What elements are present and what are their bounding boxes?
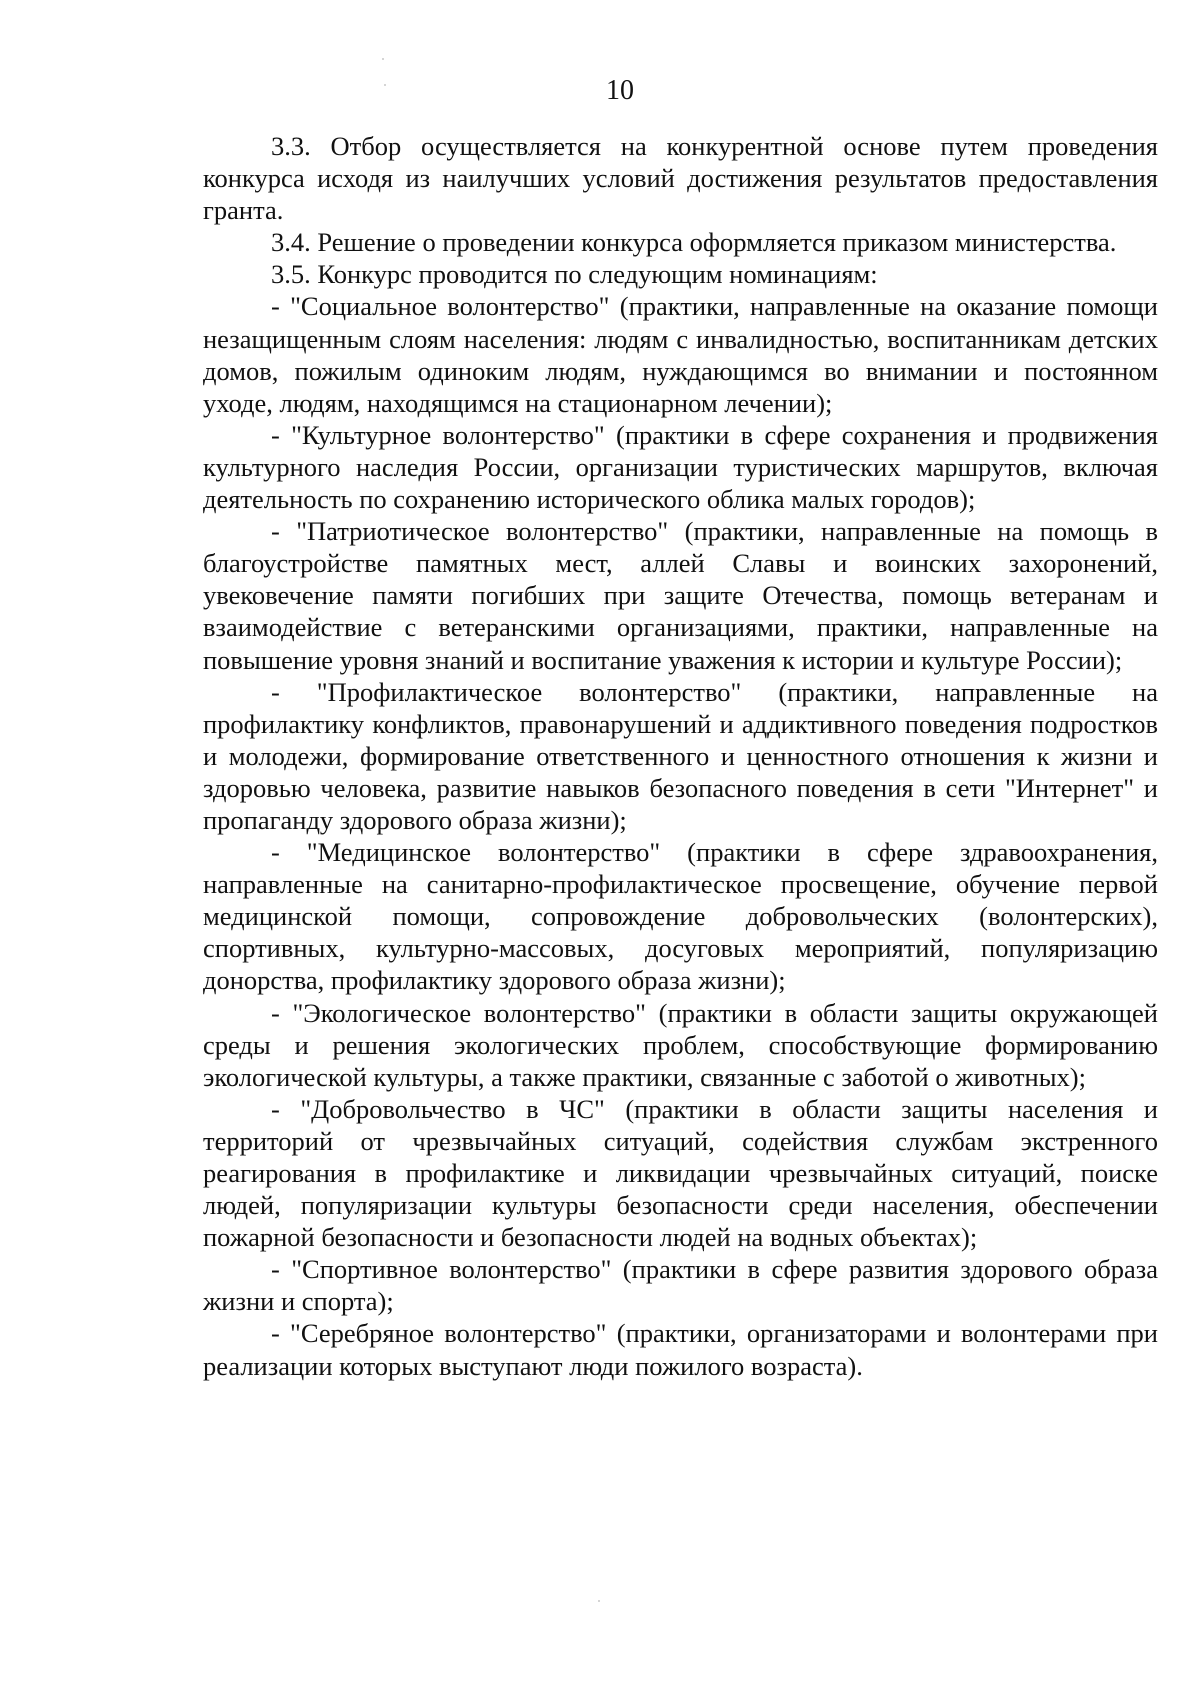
nomination-emergency: - "Добровольчество в ЧС" (практики в области защиты населения и территорий от чрезвычайных ситуаций, содействия службам экстренного реагирования в профилактике и ликвидации чрезвычайных ситуаций, поиске людей, популяризации культуры безопасности среди населения, обеспечении пожарной безопасности и безопасности людей на водных объектах); [203, 1093, 1158, 1253]
paragraph-3-3: 3.3. Отбор осуществляется на конкурентной основе путем проведения конкурса исходя из наилучших условий достижения результатов предоставления гранта. [203, 131, 1158, 226]
nomination-cultural: - "Культурное волонтерство" (практики в сфере сохранения и продвижения культурного наследия России, организации туристических маршрутов, включая деятельность по сохранению исторического облика малых городов); [203, 419, 1158, 515]
nomination-medical: - "Медицинское волонтерство" (практики в сфере здравоохранения, направленные на санитарно-профилактическое просвещение, обучение первой медицинской помощи, сопровождение добровольческих (волонтерских), спортивных, культурно-массовых, досуговых мероприятий, популяризацию донорства, профилактику здорового образа жизни); [203, 837, 1158, 996]
nomination-sports: - "Спортивное волонтерство" (практики в сфере развития здорового образа жизни и спорта); [203, 1254, 1158, 1317]
nomination-preventive: - "Профилактическое волонтерство" (практики, направленные на профилактику конфликтов, правонарушений и аддиктивного поведения подростков и молодежи, формирование ответственного и ценностного отношения к жизни и здоровью человека, развитие навыков безопасного поведения в сети "Интернет" и пропаганду здорового образа жизни); [203, 676, 1158, 835]
nomination-silver: - "Серебряное волонтерство" (практики, организаторами и волонтерами при реализации которых выступают люди пожилого возраста). [203, 1318, 1158, 1381]
paragraph-3-4: 3.4. Решение о проведении конкурса оформляется приказом министерства. [271, 227, 1117, 258]
paragraph-3-5: 3.5. Конкурс проводится по следующим номинациям: [271, 259, 878, 290]
page-number: 10 [606, 75, 634, 106]
document-body [203, 130, 1158, 1382]
nomination-ecological: - "Экологическое волонтерство" (практики в области защиты окружающей среды и решения экологических проблем, способствующие формированию экологической культуры, а также практики, связанные с заботой о животных); [203, 997, 1158, 1092]
nomination-patriotic: - "Патриотическое волонтерство" (практики, направленные на помощь в благоустройстве памятных мест, аллей Славы и воинских захоронений, увековечение памяти погибших при защите Отечества, помощь ветеранам и взаимодействие с ветеранскими организациями, практики, направленные на повышение уровня знаний и воспитание уважения к истории и культуре России); [203, 516, 1158, 675]
nomination-social: - "Социальное волонтерство" (практики, направленные на оказание помощи незащищенным слоям населения: людям с инвалидностью, воспитанникам детских домов, пожилым одиноким людям, нуждающимся во внимании и постоянном уходе, людям, находящимся на стационарном лечении); [203, 291, 1158, 418]
scan-speck [598, 1600, 600, 1602]
scan-speck [382, 58, 384, 60]
